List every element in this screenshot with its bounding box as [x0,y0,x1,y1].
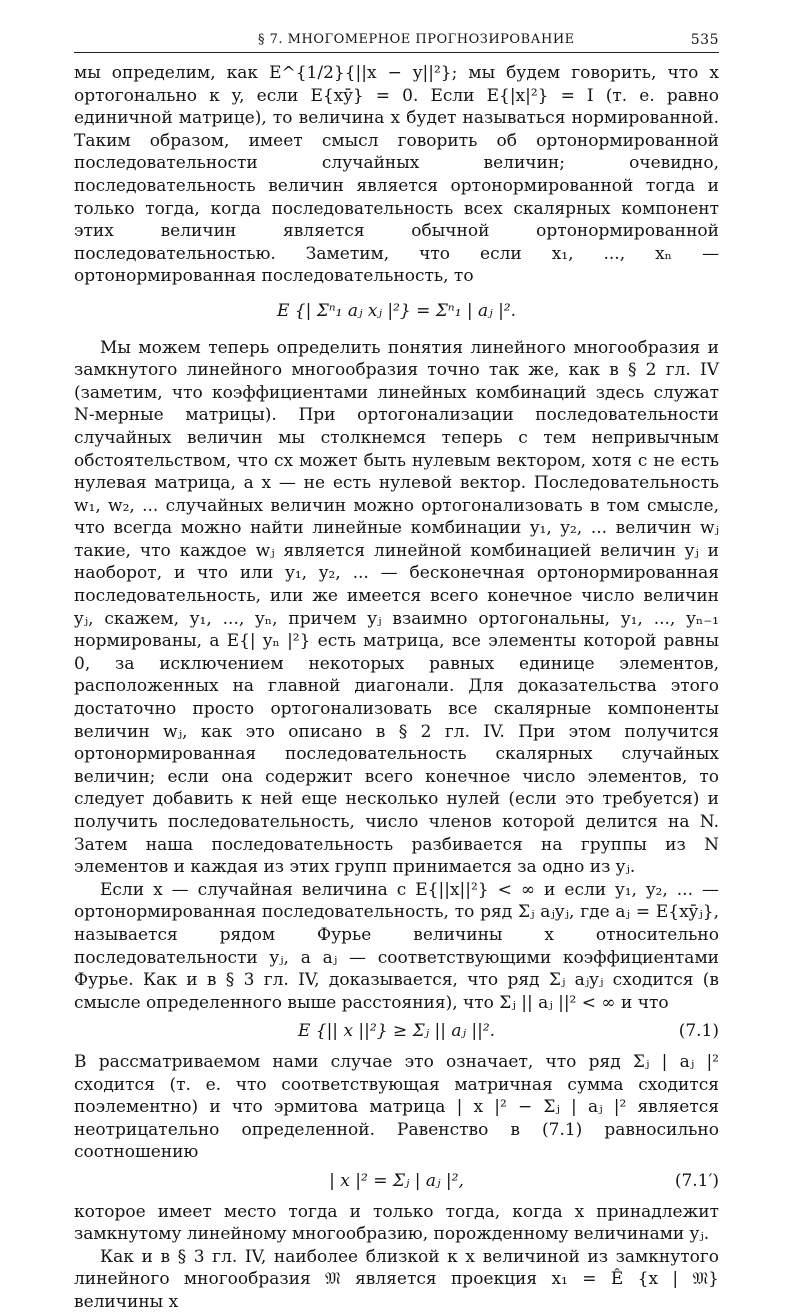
paragraph-4: В рассматриваемом нами случае это означает, что ряд Σⱼ | aⱼ |² сходится (т. е. что соответствующая матричная сумма сходится поэлементно) и что эрмитова матрица | x |² − Σⱼ | aⱼ |² является неотрицательно определенной. Равенство в (7.1) равносильно соотношению [74,1051,719,1163]
paragraph-5: которое имеет место тогда и только тогда, когда x принадлежит замкнутому линейному многообразию, порожденному величинами yⱼ. [74,1201,719,1245]
page-number: 535 [690,32,719,48]
equation-7-1-prime-number: (7.1′) [674,1170,719,1191]
equation-7-1-prime-body: | x |² = Σⱼ | aⱼ |², [329,1170,464,1191]
paragraph-3: Если x — случайная величина с E{||x||²} < ∞ и если y₁, y₂, ... — ортонормированная последовательность, то ряд Σⱼ aⱼyⱼ, где aⱼ = E{xȳⱼ}, называется рядом Фурье величины x относительно последовательности yⱼ, а aⱼ — соответствующими коэффициентами Фурье. Как и в § 3 гл. IV, доказывается, что ряд Σⱼ aⱼyⱼ сходится (в смысле определенного выше расстояния), что Σⱼ || aⱼ ||² < ∞ и что [74,879,719,1013]
formula-orthonormal-sum: E {| Σⁿ₁ aⱼ xⱼ |²} = Σⁿ₁ | aⱼ |². [276,300,517,321]
header-rule [74,52,719,53]
equation-7-1-number: (7.1) [678,1021,719,1042]
paragraph-2: Мы можем теперь определить понятия линейного многообразия и замкнутого линейного многообразия точно так же, как в § 2 гл. IV (заметим, что коэффициентами линейных комбинаций здесь служат N-мерные матрицы). При ортогонализации последовательности случайных величин мы столкнемся теперь с тем непривычным обстоятельством, что cx может быть нулевым вектором, хотя c не есть нулевая матрица, а x — не есть нулевой вектор. Последовательность w₁, w₂, ... случайных величин можно ортогонализовать в том смысле, что всегда можно найти линейные комбинации y₁, y₂, ... величин wⱼ такие, что каждое wⱼ является линейной комбинацией величин yⱼ и наоборот, и что или y₁, y₂, ... — бесконечная ортонормированная последовательность, или же имеется всего конечное число величин yⱼ, скажем, y₁, ..., yₙ, причем yⱼ взаимно ортогональны, y₁, ..., yₙ₋₁ нормированы, а E{| yₙ |²} есть матрица, все элементы которой равны 0, за исключением некоторых равных единице элементов, расположенных на главной диагонали. Для доказательства этого достаточно просто ортогонализовать все скалярные компоненты величин wⱼ, как это описано в § 2 гл. IV. При этом получится ортонормированная последовательность скалярных случайных величин; если она содержит всего конечное число элементов, то следует добавить к ней еще несколько нулей (если это требуется) и получить последовательность, число членов которой делится на N. Затем наша последовательность разбивается на группы из N элементов и каждая из этих групп принимается за одно из yⱼ. [74,337,719,878]
equation-7-1-prime [74,1170,719,1193]
section-title: § 7. МНОГОМЕРНОЕ ПРОГНОЗИРОВАНИЕ [258,32,575,47]
equation-7-1 [74,1020,719,1043]
equation-7-1-body: E {|| x ||²} ≥ Σⱼ || aⱼ ||². [297,1021,496,1042]
paragraph-1: мы определим, как E^{1/2}{||x − y||²}; мы будем говорить, что x ортогонально к y, если E{xȳ} = 0. Если E{|x|²} = I (т. е. равно единичной матрице), то величина x будет называться нормированной. Таким образом, имеет смысл говорить об ортонормированной последовательности случайных величин; очевидно, последовательность величин является ортонормированной тогда и только тогда, когда последовательность всех скалярных компонент этих величин является обычной ортонормированной последовательностью. Заметим, что если x₁, ..., xₙ — ортонормированная последовательность, то [74,63,719,287]
paragraph-6: Как и в § 3 гл. IV, наиболее близкой к x величиной из замкнутого линейного многообразия 𝔐 является проекция x₁ = Ê {x | 𝔐} величины x [74,1246,719,1312]
page-body [74,62,719,1313]
